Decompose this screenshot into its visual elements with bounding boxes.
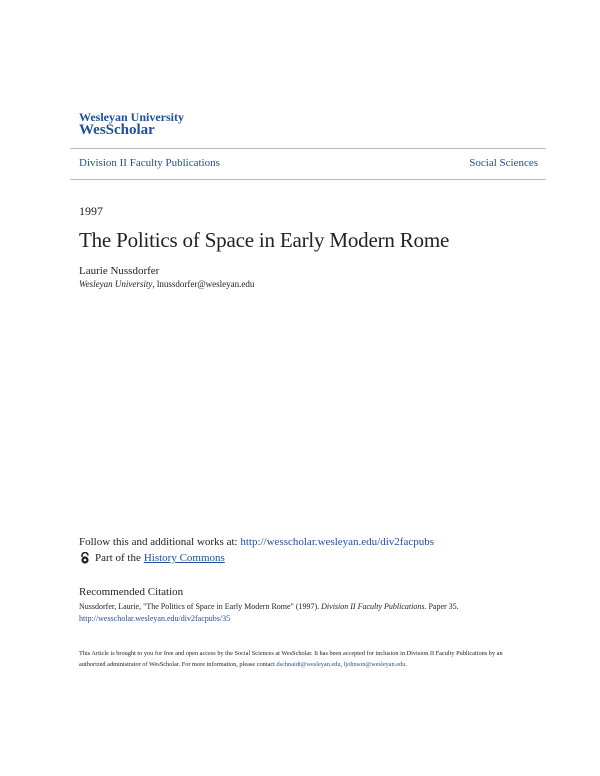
collection-link[interactable]: Division II Faculty Publications bbox=[79, 157, 220, 169]
contact-email-1[interactable]: dschnaidt@wesleyan.edu bbox=[276, 661, 341, 668]
part-of-line bbox=[79, 552, 225, 564]
citation-suffix: Paper 35. bbox=[428, 602, 459, 611]
citation-journal: Division II Faculty Publications. bbox=[321, 602, 427, 611]
footer-text: This Article is brought to you for free and open access by the Social Sciences at WesScholar. It has been accepted for inclusion in Division II Faculty Publications by an authorized administrator of WesScholar. For more information, please contact bbox=[79, 650, 503, 668]
recommended-citation-heading: Recommended Citation bbox=[79, 586, 184, 598]
citation-prefix: Nussdorfer, Laurie, "The Politics of Space in Early Modern Rome" (1997). bbox=[79, 602, 320, 611]
follow-line bbox=[79, 536, 434, 548]
author-name: Laurie Nussdorfer bbox=[79, 265, 160, 277]
follow-text: Follow this and additional works at: bbox=[79, 536, 238, 548]
repository-name[interactable]: WesScholar bbox=[79, 122, 155, 138]
citation-url-link[interactable]: http://wesscholar.wesleyan.edu/div2facpubs/35 bbox=[79, 614, 231, 623]
footer-notice: This Article is brought to you for free and open access by the Social Sciences at WesScholar. It has been accepted for inclusion in Division II Faculty Publications by an authorized administrator of WesScholar. For more information, please contact dschnaidt@wesleyan.edu, ljohnson@wesleyan.edu. bbox=[79, 650, 503, 668]
history-commons-link[interactable]: History Commons bbox=[143, 552, 225, 564]
affiliation-name: Wesleyan University bbox=[79, 279, 153, 289]
contact-email-2[interactable]: ljohnson@wesleyan.edu bbox=[343, 661, 406, 668]
part-of-text: Part of the bbox=[95, 552, 141, 564]
author-affiliation: Wesleyan University, lnussdorfer@wesleyan.edu bbox=[79, 279, 255, 289]
top-divider bbox=[70, 148, 546, 149]
bottom-divider bbox=[70, 179, 546, 180]
open-access-icon bbox=[79, 552, 91, 564]
institution-name: Wesleyan University bbox=[79, 110, 184, 124]
publication-year: 1997 bbox=[79, 204, 103, 218]
citation-text bbox=[79, 602, 539, 611]
article-title: The Politics of Space in Early Modern Rome bbox=[79, 228, 450, 252]
follow-url-link[interactable]: http://wesscholar.wesleyan.edu/div2facpubs bbox=[240, 536, 435, 548]
department-link[interactable]: Social Sciences bbox=[469, 157, 538, 169]
author-email: lnussdorfer@wesleyan.edu bbox=[156, 279, 255, 289]
